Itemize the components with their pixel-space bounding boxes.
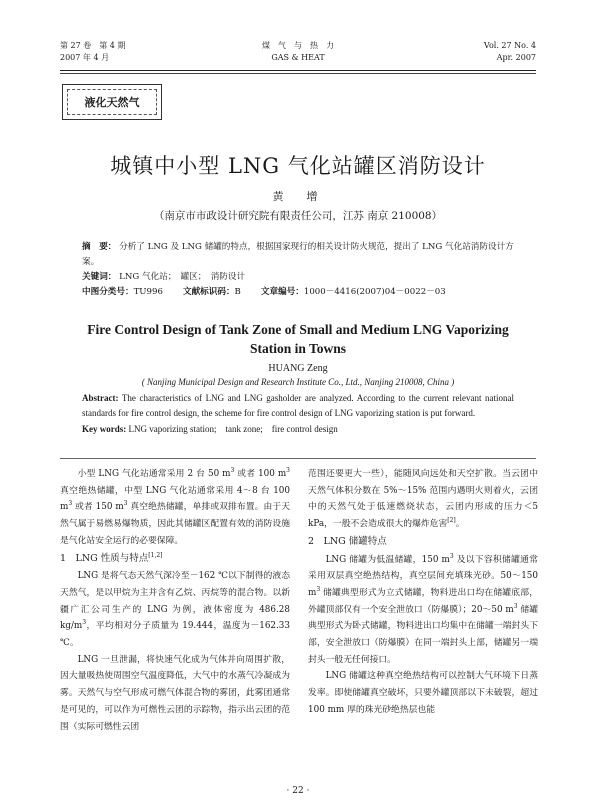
journal-header (60, 40, 536, 68)
document-code: 文献标识码：B (182, 287, 241, 297)
paragraph-cloud-spread: 范围还要更大一些），能随风向远处和天空扩散。当云团中天然气体积分数在 5%～15% 范围内遇明火则着火，云团中的天然气处于低速燃烧状态，云团内形成的压力＜5 kPa，一般不会造成很大的爆炸危害[2]。 (308, 469, 538, 530)
abstract-separator (60, 458, 536, 459)
section-badge (62, 84, 162, 120)
affiliation-en: ( Nanjing Municipal Design and Research Institute Co., Ltd., Nanjing 210008, China ) (141, 377, 455, 387)
abstract-cn (82, 240, 514, 300)
article-number: 文章编号：1000－4416(2007)04－0022－03 (260, 287, 446, 297)
abstract-en (82, 391, 514, 437)
body-column-left (60, 466, 290, 735)
article-title-cn: 城镇中小型 LNG 气化站罐区消防设计 (110, 154, 486, 178)
header-rule-thin (60, 73, 536, 74)
keywords-cn: 关键词： LNG 气化站； 罐区； 消防设计 (82, 272, 246, 282)
keywords-en: Key words: LNG vaporizing station; tank zone; fire control design (82, 424, 338, 434)
section-heading-2: 2 LNG 储罐特点 (308, 535, 387, 547)
affiliation-cn: （南京市市政设计研究院有限责任公司，江苏 南京 210008） (153, 210, 443, 222)
paragraph-lng-leak: LNG 一旦泄漏，将快速气化成为气体并向周围扩散，因大量吸热使周围空气温度降低，大气中的水蒸气冷凝成为雾。天然气与空气形成可燃气体混合物的雾团，此雾团通常是可见的，可以作为可燃性云团的示踪物，指示出云团的范围（实际可燃性云团 (60, 654, 290, 732)
header-journal-name: 煤 气 与 热 力 GAS & HEAT (262, 41, 334, 62)
header-volume-info-en: Vol. 27 No. 4 Apr. 2007 (483, 41, 536, 62)
classification-row (82, 285, 514, 300)
author-en: HUANG Zeng (268, 363, 328, 374)
classification-number: 中图分类号：TU996 (82, 287, 163, 297)
badge-label: 液化天然气 (67, 89, 157, 115)
paragraph-tank-structure: LNG 储罐为低温储罐，150 $m^3$ 及以下容积储罐通常采用双层真空绝热结构，真空层间充填珠光砂。50～150 $m^3$ 储罐典型形式为立式储罐，物料进出口均在储罐底部，外罐顶部仅有一个安全泄放口（防爆膜）；20～50 $m^3$ 储罐典型形式为卧式储罐，物料进出口均集中在储罐一端封头下部，安全泄放口（防爆膜）在同一端封头上部，储罐另一端封头一般无任何接口。 (308, 552, 538, 665)
article-title-en: Fire Control Design of Tank Zone of Small and Medium LNG Vaporizing Station in Towns (87, 322, 509, 356)
section-heading-1: 1 LNG 性质与特点[1,2] (60, 551, 163, 564)
abstract-cn-text: 摘 要： 分析了 LNG 及 LNG 储罐的特点，根据国家现行的相关设计防火规范，提出了 LNG 气化站消防设计方案。 (82, 242, 514, 267)
header-rule (60, 70, 536, 71)
body-column-right (308, 466, 538, 719)
header-volume-info: 第 27 卷 第 4 期 2007 年 4 月 (60, 41, 126, 62)
abstract-en-text: Abstract: The characteristics of LNG and LNG gasholder are analyzed. According to the current relevant national standards for fire control design, the scheme for fire control design of LNG vaporizing station is put forward. (82, 393, 515, 418)
paragraph-lng-properties: LNG 是将气态天然气深冷至－162 ℃以下制得的液态天然气，是以甲烷为主并含有乙烷、丙烷等的混合物。以新疆广汇公司生产的 LNG 为例，液体密度为 486.28 $kg/m^3$，平均相对分子质量为 19.444，温度为－162.33 ℃。 (60, 571, 290, 649)
page-number: · 22 · (286, 786, 310, 796)
paragraph-tank-insulation: LNG 储罐这种真空绝热结构可以控制大气环境下日蒸发率。即使储罐真空破坏，只要外罐顶部以下未破裂，超过 100 mm 厚的珠光砂绝热层也能 (308, 671, 538, 715)
author-cn: 黄 增 (272, 190, 324, 203)
paragraph-intro: 小型 LNG 气化站通常采用 2 台 50 $m^3$ 或者 100 $m^3$ 真空绝热储罐，中型 LNG 气化站通常采用 4～8 台 100 $m^3$ 或者 150 $m^3$ 真空绝热储罐，单排或双排布置。由于天然气属于易燃易爆物质，因此其储罐区配置有效的消防设施是气化站安全运行的必要保障。 (60, 467, 290, 546)
